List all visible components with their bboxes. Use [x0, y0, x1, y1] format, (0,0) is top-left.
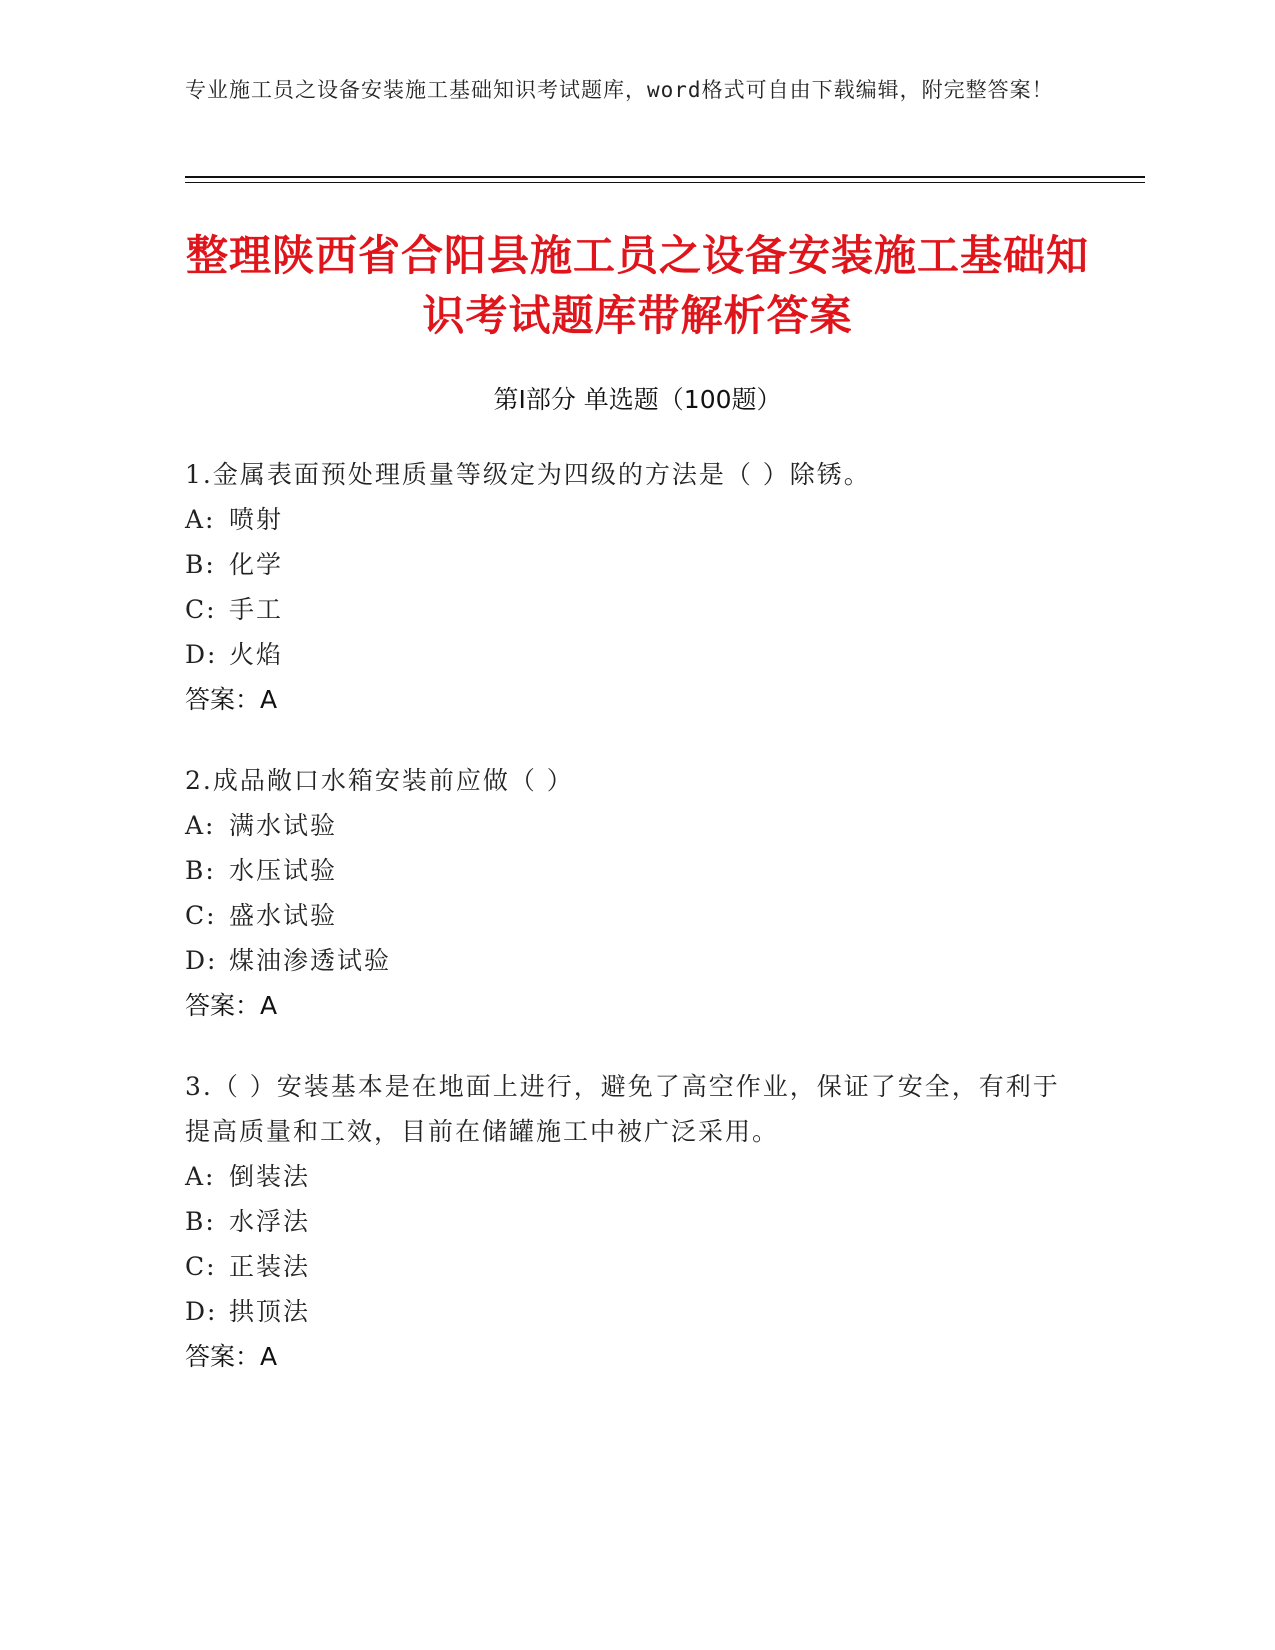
- option-label: 手工: [229, 595, 284, 624]
- option-label: 盛水试验: [229, 901, 338, 930]
- option-d: [185, 938, 1065, 983]
- option-label: 喷射: [229, 505, 284, 534]
- option-key: B:: [185, 550, 216, 579]
- option-d: [185, 1289, 1065, 1334]
- page-title: 整理陕西省合阳县施工员之设备安装施工基础知识考试题库带解析答案: [185, 231, 1089, 340]
- question-text: 3.（ ）安装基本是在地面上进行，避免了高空作业，保证了安全，有利于提高质量和工效，目前在储罐施工中被广泛采用。: [185, 1072, 1060, 1146]
- option-label: 拱顶法: [229, 1297, 311, 1326]
- option-c: [185, 893, 1065, 938]
- option-label: 火焰: [229, 640, 284, 669]
- answer-line: 答案：A: [185, 991, 278, 1020]
- option-key: C:: [185, 901, 217, 930]
- option-a: [185, 1154, 1065, 1199]
- answer-line: 答案：A: [185, 1342, 278, 1371]
- header-divider-thin: [185, 182, 1145, 183]
- option-label: 正装法: [229, 1252, 311, 1281]
- option-key: D:: [185, 1297, 218, 1326]
- option-key: D:: [185, 946, 218, 975]
- option-label: 满水试验: [229, 811, 338, 840]
- option-key: B:: [185, 1207, 216, 1236]
- header-divider-thick: [185, 176, 1145, 178]
- option-key: A:: [185, 505, 216, 534]
- option-key: A:: [185, 1162, 216, 1191]
- question-text: 2.成品敞口水箱安装前应做（ ）: [185, 766, 574, 795]
- question-text: 1.金属表面预处理质量等级定为四级的方法是（ ）除锈。: [185, 460, 871, 489]
- option-key: C:: [185, 1252, 217, 1281]
- answer-line: 答案：A: [185, 685, 278, 714]
- section-title: 第Ⅰ部分 单选题（100题）: [493, 385, 782, 414]
- option-b: [185, 848, 1065, 893]
- option-key: A:: [185, 811, 216, 840]
- option-c: [185, 587, 1065, 632]
- option-a: [185, 803, 1065, 848]
- option-key: D:: [185, 640, 218, 669]
- option-b: [185, 542, 1065, 587]
- option-label: 倒装法: [229, 1162, 311, 1191]
- option-a: [185, 497, 1065, 542]
- option-label: 水浮法: [229, 1207, 311, 1236]
- option-label: 水压试验: [229, 856, 338, 885]
- question-3: [185, 1064, 1065, 1379]
- question-2: [185, 758, 1065, 1028]
- option-key: C:: [185, 595, 217, 624]
- option-b: [185, 1199, 1065, 1244]
- option-label: 煤油渗透试验: [229, 946, 392, 975]
- option-label: 化学: [229, 550, 284, 579]
- option-key: B:: [185, 856, 216, 885]
- header-note: 专业施工员之设备安装施工基础知识考试题库，word格式可自由下载编辑，附完整答案！: [185, 78, 1054, 102]
- option-c: [185, 1244, 1065, 1289]
- question-1: [185, 452, 1065, 722]
- option-d: [185, 632, 1065, 677]
